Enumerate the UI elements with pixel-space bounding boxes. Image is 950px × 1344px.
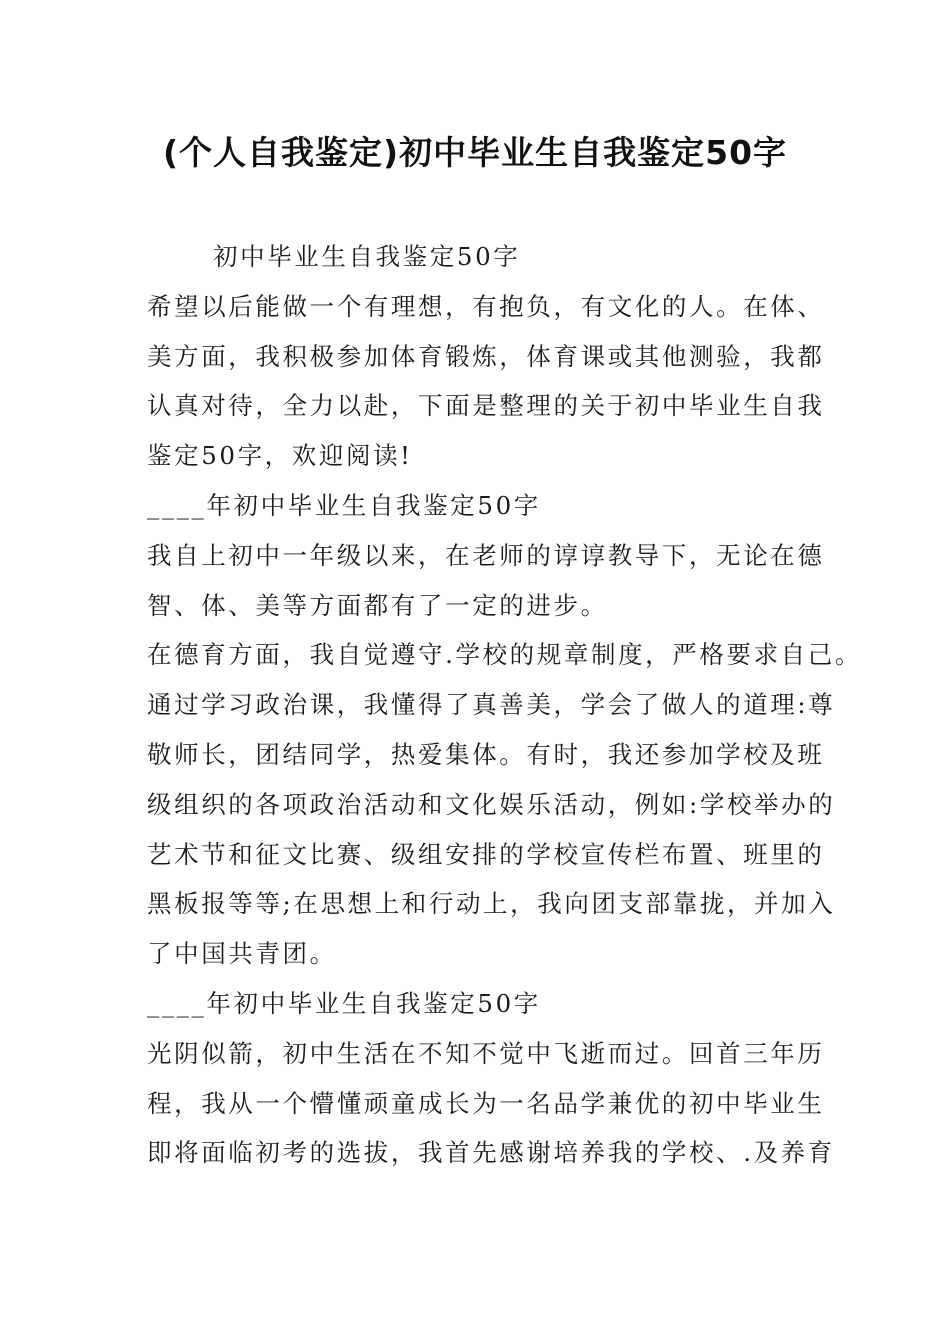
document-title: (个人自我鉴定)初中毕业生自我鉴定50字 <box>162 133 788 172</box>
section-heading-line: ____年初中毕业生自我鉴定50字 <box>147 490 541 520</box>
paragraph-line: 艺术节和征文比赛、级组安排的学校宣传栏布置、班里的 <box>147 839 825 869</box>
paragraph-line: 美方面，我积极参加体育锻炼，体育课或其他测验，我都 <box>147 341 825 371</box>
paragraph-line: 光阴似箭，初中生活在不知不觉中飞逝而过。回首三年历 <box>147 1038 825 1068</box>
document-subtitle-line: 初中毕业生自我鉴定50字 <box>213 242 521 271</box>
paragraph-line: 我自上初中一年级以来，在老师的谆谆教导下，无论在德 <box>147 540 825 570</box>
paragraph-line: 黑板报等等;在思想上和行动上，我向团支部靠拢，并加入 <box>147 889 836 919</box>
paragraph-line: 智、体、美等方面都有了一定的进步。 <box>147 590 608 620</box>
paragraph-line: 级组织的各项政治活动和文化娱乐活动，例如:学校举办的 <box>147 789 836 819</box>
document-body <box>147 232 862 1178</box>
paragraph-line: 在德育方面，我自觉遵守.学校的规章制度，严格要求自己。 <box>147 640 862 670</box>
paragraph-line: 通过学习政治课，我懂得了真善美，学会了做人的道理:尊 <box>147 690 836 720</box>
section-heading-line: ____年初中毕业生自我鉴定50字 <box>147 988 541 1018</box>
paragraph-line: 希望以后能做一个有理想，有抱负，有文化的人。在体、 <box>147 291 825 321</box>
paragraph-line: 鉴定50字，欢迎阅读! <box>147 441 413 471</box>
paragraph-line: 程，我从一个懵懂顽童成长为一名品学兼优的初中毕业生 <box>147 1088 825 1118</box>
paragraph-line: 了中国共青团。 <box>147 939 337 969</box>
paragraph-line: 敬师长，团结同学，热爱集体。有时，我还参加学校及班 <box>147 739 825 769</box>
paragraph-line: 即将面临初考的选拔，我首先感谢培养我的学校、.及养育 <box>147 1138 835 1168</box>
paragraph-line: 认真对待，全力以赴，下面是整理的关于初中毕业生自我 <box>147 391 825 421</box>
